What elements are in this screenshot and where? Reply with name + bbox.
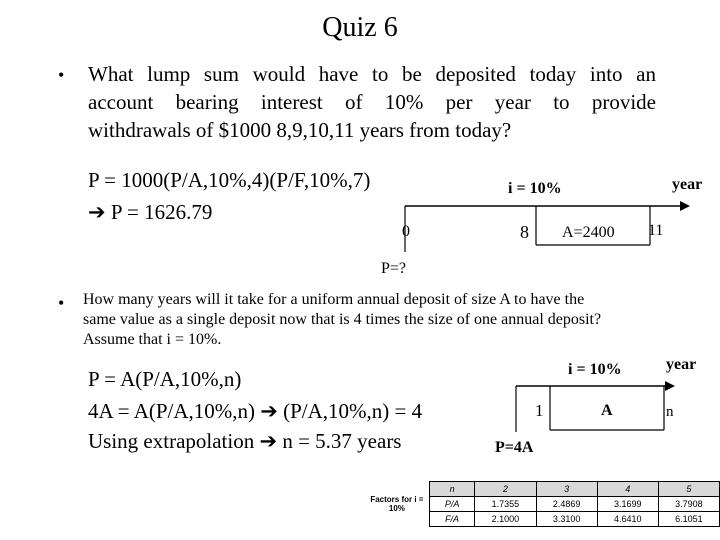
diagram-1-tick-0: 0 (402, 223, 410, 240)
arrow-icon: ➔ (88, 200, 106, 224)
question-2-line-2: same value as a single deposit now that is 4 times the size of one annual deposit? (83, 311, 602, 328)
factor-table-col-5: 5 (658, 482, 719, 497)
question-2-equation-2-left: 4A = A(P/A,10%,n) (88, 399, 256, 423)
question-2-equation-2 (88, 396, 422, 426)
question-1-line-2: account bearing interest of 10% per year to provide (88, 90, 656, 114)
factor-value: 3.7908 (658, 497, 719, 512)
diagram-1-tick-11: 11 (648, 222, 664, 239)
factor-table-col-4: 4 (597, 482, 658, 497)
factor-value: 1.7355 (475, 497, 536, 512)
diagram-1-present: P=? (381, 260, 407, 277)
factor-value: 4.6410 (597, 512, 658, 527)
bullet-1: • (58, 65, 65, 85)
diagram-2-present: P=4A (495, 439, 534, 456)
question-2-line-1: How many years will it take for a uniform annual deposit of size A to have the (83, 291, 585, 308)
factor-value: 6.1051 (658, 512, 719, 527)
factor-table-col-3: 3 (536, 482, 597, 497)
diagram-1-annuity: A=2400 (562, 224, 615, 241)
factor-table (365, 481, 720, 527)
factor-table-col-2: 2 (475, 482, 536, 497)
question-2-line-3: Assume that i = 10%. (83, 331, 222, 348)
arrow-icon: ➔ (259, 429, 278, 453)
diagram-1-axis-label: year (672, 176, 703, 193)
diagram-2-axis-label: year (666, 356, 697, 373)
factor-table-col-n: n (429, 482, 475, 497)
factor-value: 2.1000 (475, 512, 536, 527)
factor-value: 3.3100 (536, 512, 597, 527)
question-2-equation-3-right: n = 5.37 years (282, 429, 402, 453)
question-1-equation-1: P = 1000(P/A,10%,4)(P/F,10%,7) (88, 168, 371, 192)
question-1-equation-2: P = 1626.79 (110, 200, 213, 224)
question-2-equation-3-left: Using extrapolation (88, 429, 255, 453)
factor-name: P/A (429, 497, 475, 512)
factor-value: 3.1699 (597, 497, 658, 512)
arrow-icon: ➔ (260, 399, 278, 423)
factor-table-header-row (365, 482, 720, 497)
diagram-2-interest: i = 10% (568, 361, 622, 378)
factor-name: F/A (429, 512, 475, 527)
question-2-equation-3 (88, 426, 401, 456)
factor-value: 2.4869 (536, 497, 597, 512)
diagram-1-interest: i = 10% (508, 180, 562, 197)
diagram-1-axis-arrowhead (680, 201, 690, 211)
question-1-line-3: withdrawals of $1000 8,9,10,11 years from today? (88, 118, 512, 142)
slide-title: Quiz 6 (322, 12, 398, 43)
diagram-2-tick-n: n (666, 404, 674, 420)
diagram-2-axis-arrowhead (665, 381, 675, 391)
question-2-text (83, 290, 663, 350)
bullet-2: • (58, 293, 65, 313)
diagram-2-annuity: A (601, 402, 613, 419)
diagram-2-tick-1: 1 (535, 401, 544, 420)
question-1-line-1: What lump sum would have to be deposited today into an (88, 62, 656, 86)
factor-table-label: Factors for i = 10% (365, 482, 429, 527)
question-2-equation-2-right: (P/A,10%,n) = 4 (283, 399, 423, 423)
question-2-equation-1: P = A(P/A,10%,n) (88, 367, 242, 391)
diagram-1-tick-8: 8 (520, 222, 529, 242)
